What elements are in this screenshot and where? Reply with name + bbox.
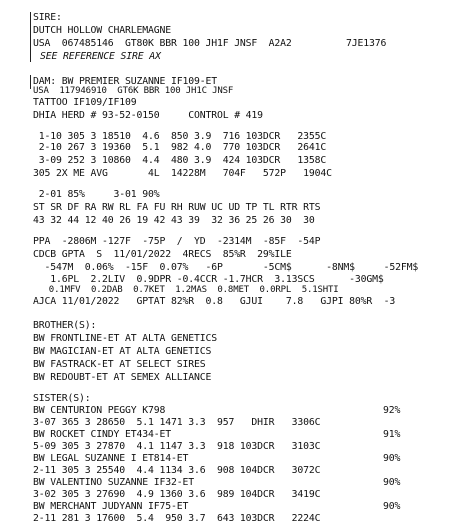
brother-item: BW FRONTLINE-ET AT ALTA GENETICS bbox=[33, 333, 217, 344]
lactation-row: 3-09 252 3 10860 4.4 480 3.9 424 103DCR 1358C bbox=[33, 155, 327, 166]
lactation-row: 1-10 305 3 18510 4.6 850 3.9 716 103DCR 2355C bbox=[33, 131, 327, 142]
sister-record: 3-02 305 3 27690 4.9 1360 3.6 989 104DCR 3419C bbox=[33, 489, 321, 500]
sister-name: BW VALENTINO SUZANNE IF32-ET bbox=[33, 477, 194, 488]
lactation-average: 305 2X ME AVG 4L 14228M 704F 572P 1904C bbox=[33, 168, 332, 179]
sister-percent: 92% bbox=[383, 405, 401, 416]
brothers-label: BROTHER(S): bbox=[33, 320, 97, 331]
lactation-row: 2-10 267 3 19360 5.1 982 4.0 770 103DCR 2641C bbox=[33, 142, 327, 153]
sister-name: BW CENTURION PEGGY K798 bbox=[33, 405, 166, 416]
ppa-line: PPA -2806M -127F -75P / YD -2314M -85F -54P bbox=[33, 236, 321, 247]
sisters-label: SISTER(S): bbox=[33, 393, 91, 404]
cdcb-wellness-line: 0.1MFV 0.2DAB 0.7KET 1.2MAS 0.8MET 0.0RPL 5.1SHTI bbox=[33, 285, 339, 295]
linear-trait-values: 43 32 44 12 40 26 19 42 43 39 32 36 25 26 30 30 bbox=[33, 215, 315, 226]
dam-margin-bar bbox=[30, 75, 31, 89]
brother-item: BW REDOUBT-ET AT SEMEX ALLIANCE bbox=[33, 372, 212, 383]
sire-reference-note: SEE REFERENCE SIRE AX bbox=[40, 51, 161, 62]
brother-item: BW FASTRACK-ET AT SELECT SIRES bbox=[33, 359, 206, 370]
sister-name: BW LEGAL SUZANNE I ET814-ET bbox=[33, 453, 189, 464]
sire-registration: USA 067485146 GT80K BBR 100 JH1F JNSF A2A2 bbox=[33, 38, 292, 49]
sister-name: BW MERCHANT JUDYANN IF75-ET bbox=[33, 501, 189, 512]
sister-record: 3-07 365 3 28650 5.1 1471 3.3 957 DHIR 3306C bbox=[33, 417, 321, 428]
linear-trait-header: ST SR DF RA RW RL FA FU RH RUW UC UD TP TL RTR RTS bbox=[33, 202, 321, 213]
calving-intervals: 2-01 85% 3-01 90% bbox=[33, 189, 160, 200]
dam-registration: USA 117946910 GT6K BBR 100 JH1C JNSF bbox=[33, 86, 234, 96]
sire-label: SIRE: bbox=[33, 12, 62, 23]
sire-margin-bar bbox=[30, 12, 31, 62]
sire-code: 7JE1376 bbox=[346, 38, 387, 49]
sister-record: 5-09 305 3 27870 4.1 1147 3.3 918 103DCR 3103C bbox=[33, 441, 321, 452]
sister-record: 2-11 305 3 25540 4.4 1134 3.6 908 104DCR 3072C bbox=[33, 465, 321, 476]
sire-name: DUTCH HOLLOW CHARLEMAGNE bbox=[33, 25, 171, 36]
sister-percent: 90% bbox=[383, 477, 401, 488]
dam-name: DAM: BW PREMIER SUZANNE IF109-ET bbox=[33, 76, 217, 87]
cdcb-gpta-line: CDCB GPTA S 11/01/2022 4RECS 85%R 29%ILE bbox=[33, 249, 292, 260]
brother-item: BW MAGICIAN-ET AT ALTA GENETICS bbox=[33, 346, 212, 357]
sister-name: BW ROCKET CINDY ET434-ET bbox=[33, 429, 171, 440]
sister-percent: 90% bbox=[383, 501, 401, 512]
dam-herd-control: DHIA HERD # 93-52-0150 CONTROL # 419 bbox=[33, 110, 263, 121]
sister-record: 2-11 281 3 17600 5.4 950 3.7 643 103DCR 2224C bbox=[33, 513, 321, 524]
sister-percent: 90% bbox=[383, 453, 401, 464]
cdcb-health-line: 1.6PL 2.2LIV 0.9DPR -0.4CCR -1.7HCR 3.13SCS -30GM$ bbox=[33, 274, 384, 285]
ajca-line: AJCA 11/01/2022 GPTAT 82%R 0.8 GJUI 7.8 GJPI 80%R -3 bbox=[33, 296, 396, 307]
dam-tattoo: TATTOO IF109/IF109 bbox=[33, 97, 137, 108]
sister-percent: 91% bbox=[383, 429, 401, 440]
cdcb-production-line: -547M 0.06% -15F 0.07% -6P -5CM$ -8NM$ -52FM$ bbox=[33, 262, 419, 273]
